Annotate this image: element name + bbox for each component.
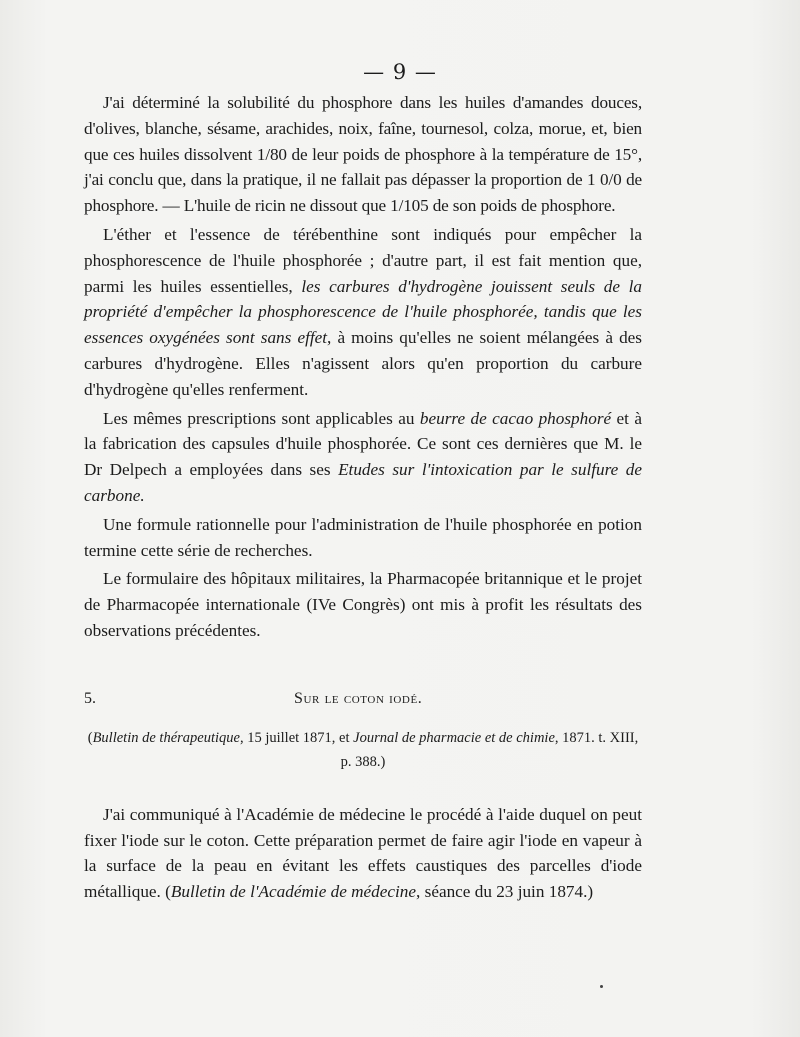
paragraph-prescriptions-italic-1: beurre de cacao phosphoré xyxy=(419,408,612,428)
body-text xyxy=(84,90,642,905)
paragraph-prescriptions-italic-2: Etudes sur l'intoxication par le sulfure de carbone. xyxy=(84,460,642,505)
paragraph-ether xyxy=(84,222,642,403)
reference-citation xyxy=(84,726,642,774)
reference-journal-1: Bulletin de thérapeutique xyxy=(92,729,240,746)
ink-speck xyxy=(600,985,603,988)
reference-journal-2: Journal de pharmacie et de chimie xyxy=(353,729,555,746)
paragraph-iodine-text-1: J'ai communiqué à l'Académie de médecine le procédé à l'aide duquel on peut fixer l'iode sur le coton. Cette préparation permet de faire agir l'iode en vapeur à la surface de la peau en évitant les effets caustiques des parcelles d'iode métallique. ( xyxy=(84,804,642,902)
page-number: — 9 — xyxy=(363,60,437,84)
section-number: 5. xyxy=(84,689,96,707)
paragraph-prescriptions-text-2: et à la fabrication des capsules d'huile phosphorée. Ce sont ces dernières que M. le Dr Delpech a employées dans ses xyxy=(84,408,642,480)
paragraph-prescriptions-text-1: Les mêmes prescriptions sont applicables au xyxy=(103,408,420,428)
paragraph-ether-text-2: , à moins qu'elles ne soient mélangées à des carbures d'hydrogène. Elles n'agissent alors qu'en proportion du carbure d'hydrogène qu'elles renferment. xyxy=(84,328,642,399)
section-heading xyxy=(84,690,642,712)
section-title: Sur le coton iodé. xyxy=(294,689,423,707)
paragraph-solubility: J'ai déterminé la solubilité du phosphore dans les huiles d'amandes douces, d'olives, blanche, sésame, arachides, noix, faîne, tournesol, colza, morue, et, bien que ces huiles dissolvent 1/80 de leur poids de phosphore à la température de 15°, j'ai conclu que, dans la pratique, il ne fallait pas dépasser la proportion de 1 0/0 de phosphore. — L'huile de ricin ne dissout que 1/105 de son poids de phosphore. xyxy=(84,93,642,216)
paragraph-formula: Une formule rationnelle pour l'administration de l'huile phosphorée en potion termine cette série de recherches. xyxy=(84,514,642,560)
paragraph-iodine-italic: Bulletin de l'Académie de médecine xyxy=(170,882,417,902)
reference-post: , 1871. t. XIII, p. 388.) xyxy=(340,729,639,770)
paragraph-prescriptions xyxy=(84,406,642,509)
paragraph-iodine-text-2: , séance du 23 juin 1874.) xyxy=(416,882,594,902)
paragraph-ether-italic: les carbures d'hydrogène jouissent seuls de la propriété d'empêcher la phosphorescence de l'huile phosphorée, tandis que les essences oxygénées sont sans effet xyxy=(84,276,642,348)
reference-pre: ( xyxy=(87,729,93,746)
paragraph-ether-text-1: L'éther et l'essence de térébenthine sont indiqués pour empêcher la phosphorescence de l'huile phosphorée ; d'autre part, il est fait mention que, parmi les huiles essentielles, xyxy=(84,224,642,296)
paragraph-iodine-cotton xyxy=(84,802,642,905)
paragraph-formulary: Le formulaire des hôpitaux militaires, la Pharmacopée britannique et le projet de Pharmacopée internationale (IVe Congrès) ont mis à profit les résultats des observations précédentes. xyxy=(84,569,642,640)
reference-mid: , 15 juillet 1871, et xyxy=(239,729,354,746)
